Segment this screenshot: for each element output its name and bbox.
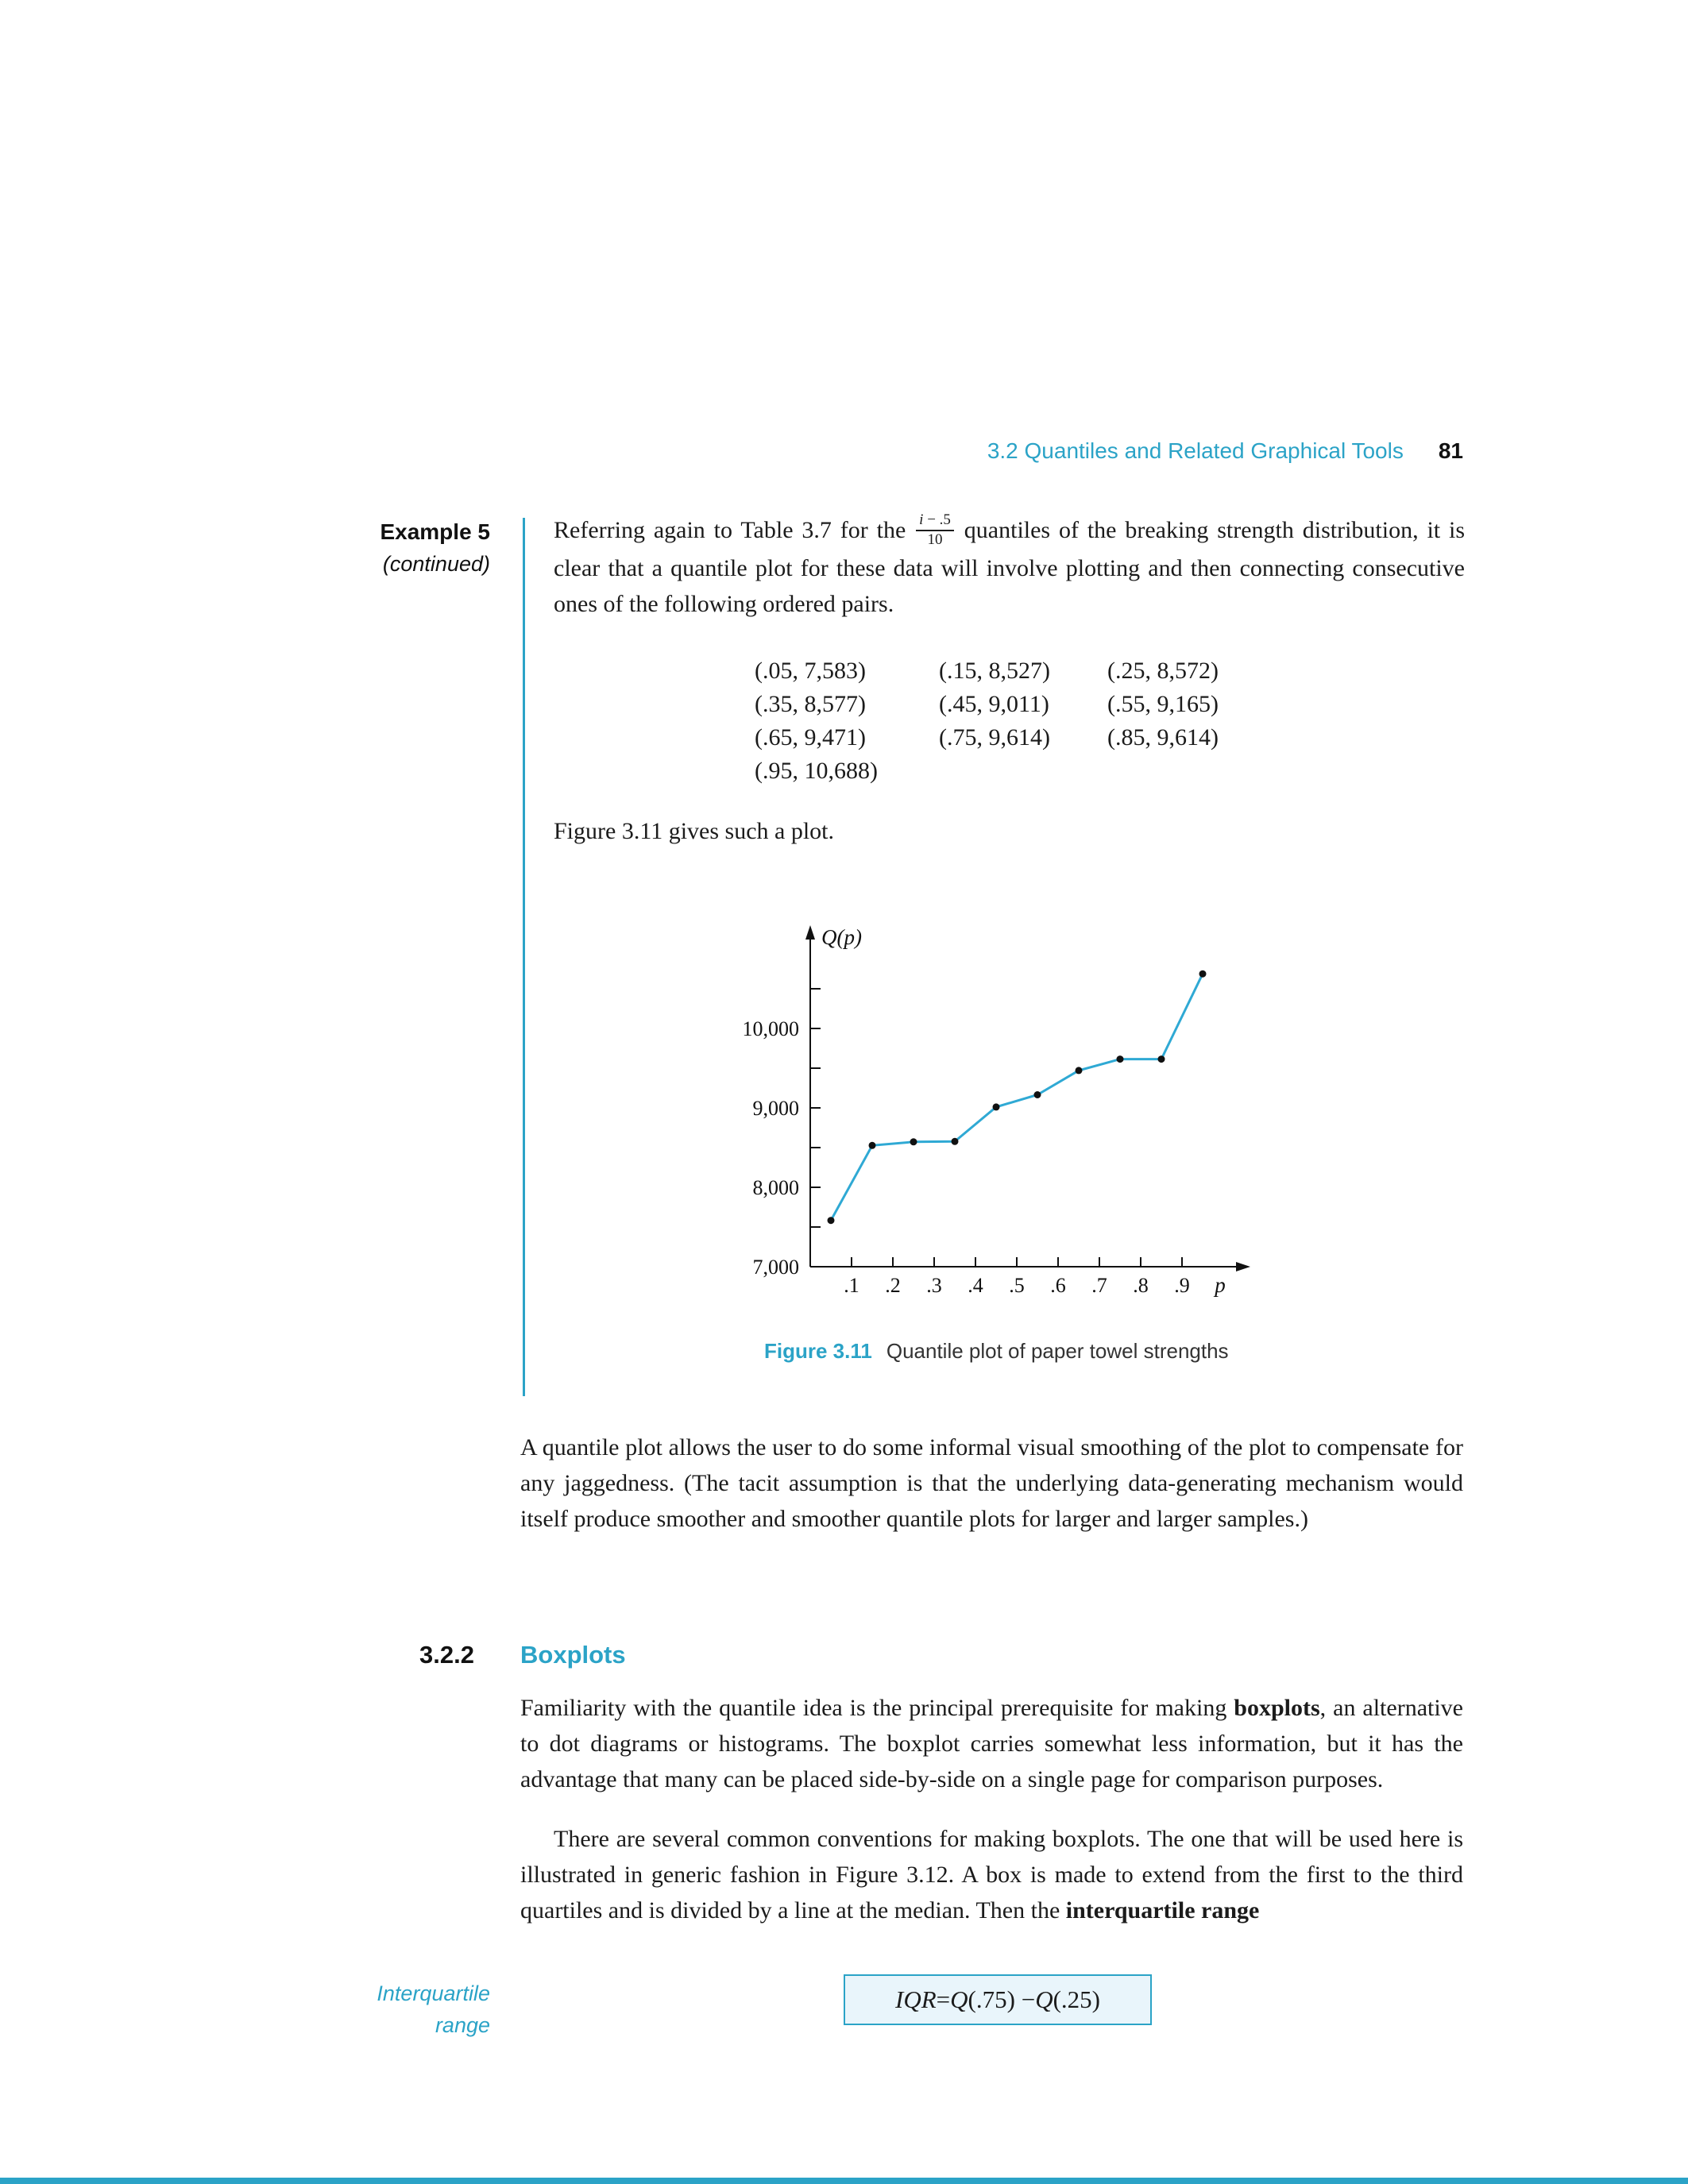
svg-text:.3: .3 bbox=[926, 1274, 942, 1297]
pair-cell: (.65, 9,471) bbox=[755, 724, 866, 751]
boxplots-paragraph-1 bbox=[520, 1690, 1463, 1797]
margin-note-line1: Interquartile bbox=[377, 1981, 490, 2005]
boxplots-term: boxplots bbox=[1234, 1695, 1320, 1721]
pair-cell: (.45, 9,011) bbox=[939, 691, 1049, 717]
svg-text:.7: .7 bbox=[1091, 1274, 1107, 1297]
fraction-denominator: 10 bbox=[927, 531, 943, 548]
svg-text:.9: .9 bbox=[1174, 1274, 1190, 1297]
interquartile-range-term: interquartile range bbox=[1065, 1897, 1260, 1924]
boxplots-p1-text-cont: , an alternative to dot diagrams or histograms. The boxplot carries somewhat less information, but it has the advantage that many can be placed side-by-side on a single page for comparison purposes. bbox=[520, 1695, 1463, 1792]
pair-cell: (.55, 9,165) bbox=[1107, 691, 1219, 717]
figure-intro-text: Figure 3.11 gives such a plot. bbox=[554, 818, 835, 844]
ordered-pairs-table bbox=[755, 654, 1290, 788]
fraction-numerator-i: i bbox=[919, 511, 924, 528]
svg-text:p: p bbox=[1215, 1273, 1226, 1297]
boxplots-p1-text: Familiarity with the quantile idea is the principal prerequisite for making bbox=[520, 1695, 1234, 1721]
svg-text:10,000: 10,000 bbox=[742, 1017, 799, 1040]
example-label bbox=[302, 516, 490, 580]
svg-text:.6: .6 bbox=[1050, 1274, 1066, 1297]
example-label-continued: (continued) bbox=[382, 552, 490, 576]
running-head-title: 3.2 Quantiles and Related Graphical Tools bbox=[987, 438, 1404, 463]
section-title: Boxplots bbox=[520, 1641, 626, 1669]
svg-text:.1: .1 bbox=[844, 1274, 859, 1297]
section-number: 3.2.2 bbox=[419, 1641, 474, 1669]
formula-iqr: IQR bbox=[895, 1985, 937, 2013]
svg-text:.2: .2 bbox=[885, 1274, 901, 1297]
fraction-i-minus-half-over-10 bbox=[914, 511, 956, 549]
svg-text:8,000: 8,000 bbox=[752, 1176, 799, 1199]
intro-text-pre: Referring again to Table 3.7 for the bbox=[554, 517, 906, 543]
formula-q1: Q bbox=[950, 1985, 968, 2013]
example-label-name: Example 5 bbox=[380, 519, 490, 544]
svg-text:.4: .4 bbox=[968, 1274, 983, 1297]
svg-text:9,000: 9,000 bbox=[752, 1097, 799, 1120]
pair-cell: (.35, 8,577) bbox=[755, 691, 866, 717]
figure-caption-text: Quantile plot of paper towel strengths bbox=[886, 1339, 1229, 1363]
boxplots-p2-text: There are several common conventions for making boxplots. The one that will be used here is illustrated in generic fashion in Figure 3.12. A box is made to extend from the first to the third quartiles and is divided by a line at the median. Then the bbox=[520, 1826, 1463, 1924]
pair-cell: (.85, 9,614) bbox=[1107, 724, 1219, 751]
section-heading bbox=[419, 1641, 626, 1669]
fraction-numerator bbox=[916, 511, 954, 531]
smoothing-paragraph: A quantile plot allows the user to do some informal visual smoothing of the plot to compensate for any jaggedness. (The tacit assumption is that the underlying data-generating mechanism would itself produce smoother and smoother quantile plots for larger and larger samples.) bbox=[520, 1434, 1463, 1532]
formula-equals: = bbox=[936, 1985, 951, 2013]
margin-note-line2: range bbox=[435, 2013, 490, 2037]
quantile-plot bbox=[731, 893, 1271, 1322]
running-head bbox=[520, 438, 1463, 464]
page-edge-bar bbox=[0, 2178, 1688, 2184]
formula-end: (.25) bbox=[1053, 1985, 1100, 2013]
boxplots-paragraph-2 bbox=[520, 1821, 1463, 1928]
pair-cell: (.15, 8,527) bbox=[939, 658, 1050, 684]
svg-text:7,000: 7,000 bbox=[752, 1256, 799, 1279]
fraction-numerator-rest: − .5 bbox=[923, 511, 951, 528]
svg-text:Q(p): Q(p) bbox=[821, 925, 862, 949]
figure-caption-label: Figure 3.11 bbox=[764, 1339, 872, 1363]
pair-cell: (.05, 7,583) bbox=[755, 658, 866, 684]
example-divider-rule bbox=[523, 518, 525, 1396]
svg-text:.5: .5 bbox=[1009, 1274, 1025, 1297]
pair-cell: (.25, 8,572) bbox=[1107, 658, 1219, 684]
pair-cell: (.75, 9,614) bbox=[939, 724, 1050, 751]
formula-mid: (.75) − bbox=[968, 1985, 1036, 2013]
pair-cell: (.95, 10,688) bbox=[755, 758, 878, 784]
example-intro-paragraph bbox=[554, 512, 1465, 622]
formula-q2: Q bbox=[1035, 1985, 1053, 2013]
page-number: 81 bbox=[1438, 438, 1463, 463]
margin-note-interquartile-range bbox=[286, 1978, 490, 2041]
svg-text:.8: .8 bbox=[1133, 1274, 1149, 1297]
figure-caption bbox=[764, 1336, 1241, 1366]
intro-text-post: quantiles of the breaking strength distribution, it is clear that a quantile plot for these data will involve plotting and then connecting consecutive ones of the following ordered pairs. bbox=[554, 517, 1465, 618]
iqr-formula-box bbox=[844, 1974, 1152, 2025]
